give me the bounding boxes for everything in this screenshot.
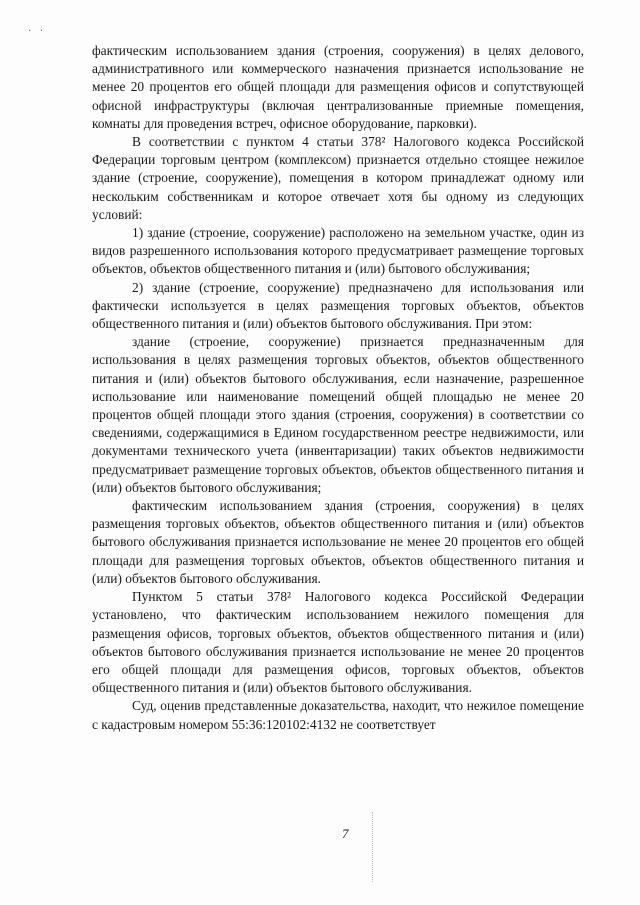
paragraph-2: В соответствии с пунктом 4 статьи 378² Налогового кодекса Российской Федерации торговым центром (комплексом) признается отдельно стоящее нежилое здание (строение, сооружение), помещения в котором принадлежат одному или нескольким собственникам и которое отвечает хотя бы одному из следующих условий: [92,134,584,222]
scan-corner-marks: · · [28,26,47,37]
scan-artifact [372,812,393,882]
paragraph-5: здание (строение, сооружение) признается предназначенным для использования в целях размещения торговых объектов, объектов общественного питания и (или) объектов бытового обслуживания, если назначение, разрешенное использование или наименование помещений общей площадью не менее 20 процентов общей площади этого здания (строения, сооружения) в соответствии со сведениями, содержащимися в Едином государственном реестре недвижимости, или документами технического учета (инвентаризации) таких объектов недвижимости предусматривает размещение торговых объектов, объектов общественного питания и (или) объектов бытового обслуживания; [92,334,584,495]
paragraph-7: Пунктом 5 статьи 378² Налогового кодекса Российской Федерации установлено, что фактическим использованием нежилого помещения для размещения офисов, торговых объектов, объектов общественного питания и (или) объектов бытового обслуживания признается использование не менее 20 процентов его общей площади для размещения офисов, торговых объектов, объектов общественного питания и (или) объектов бытового обслуживания. [92,589,584,696]
paragraph-1: фактическим использованием здания (строения, сооружения) в целях делового, административного или коммерческого назначения признается использование не менее 20 процентов его общей площади для размещения офисов и сопутствующей офисной инфраструктуры (включая централизованные приемные помещения, комнаты для проведения встреч, офисное оборудование, парковки). [92,43,584,131]
page-number: 7 [342,826,349,841]
paragraph-3: 1) здание (строение, сооружение) расположено на земельном участке, один из видов разрешенного использования которого предусматривает размещение торговых объектов, объектов общественного питания и (или) бытового обслуживания; [92,225,584,277]
paragraph-6: фактическим использованием здания (строения, сооружения) в целях размещения торговых объектов, объектов общественного питания и (или) объектов бытового обслуживания признается использование не менее 20 процентов его общей площади для размещения торговых объектов, объектов общественного питания и (или) объектов бытового обслуживания. [92,498,584,586]
document-body [92,42,584,734]
paragraph-8: Суд, оценив представленные доказательства, находит, что нежилое помещение с кадастровым номером 55:36:120102:4132 не соответствует [92,698,584,732]
paragraph-4: 2) здание (строение, сооружение) предназначено для использования или фактически используется в целях размещения торговых объектов, объектов общественного питания и (или) объектов бытового обслуживания. При этом: [92,279,584,332]
